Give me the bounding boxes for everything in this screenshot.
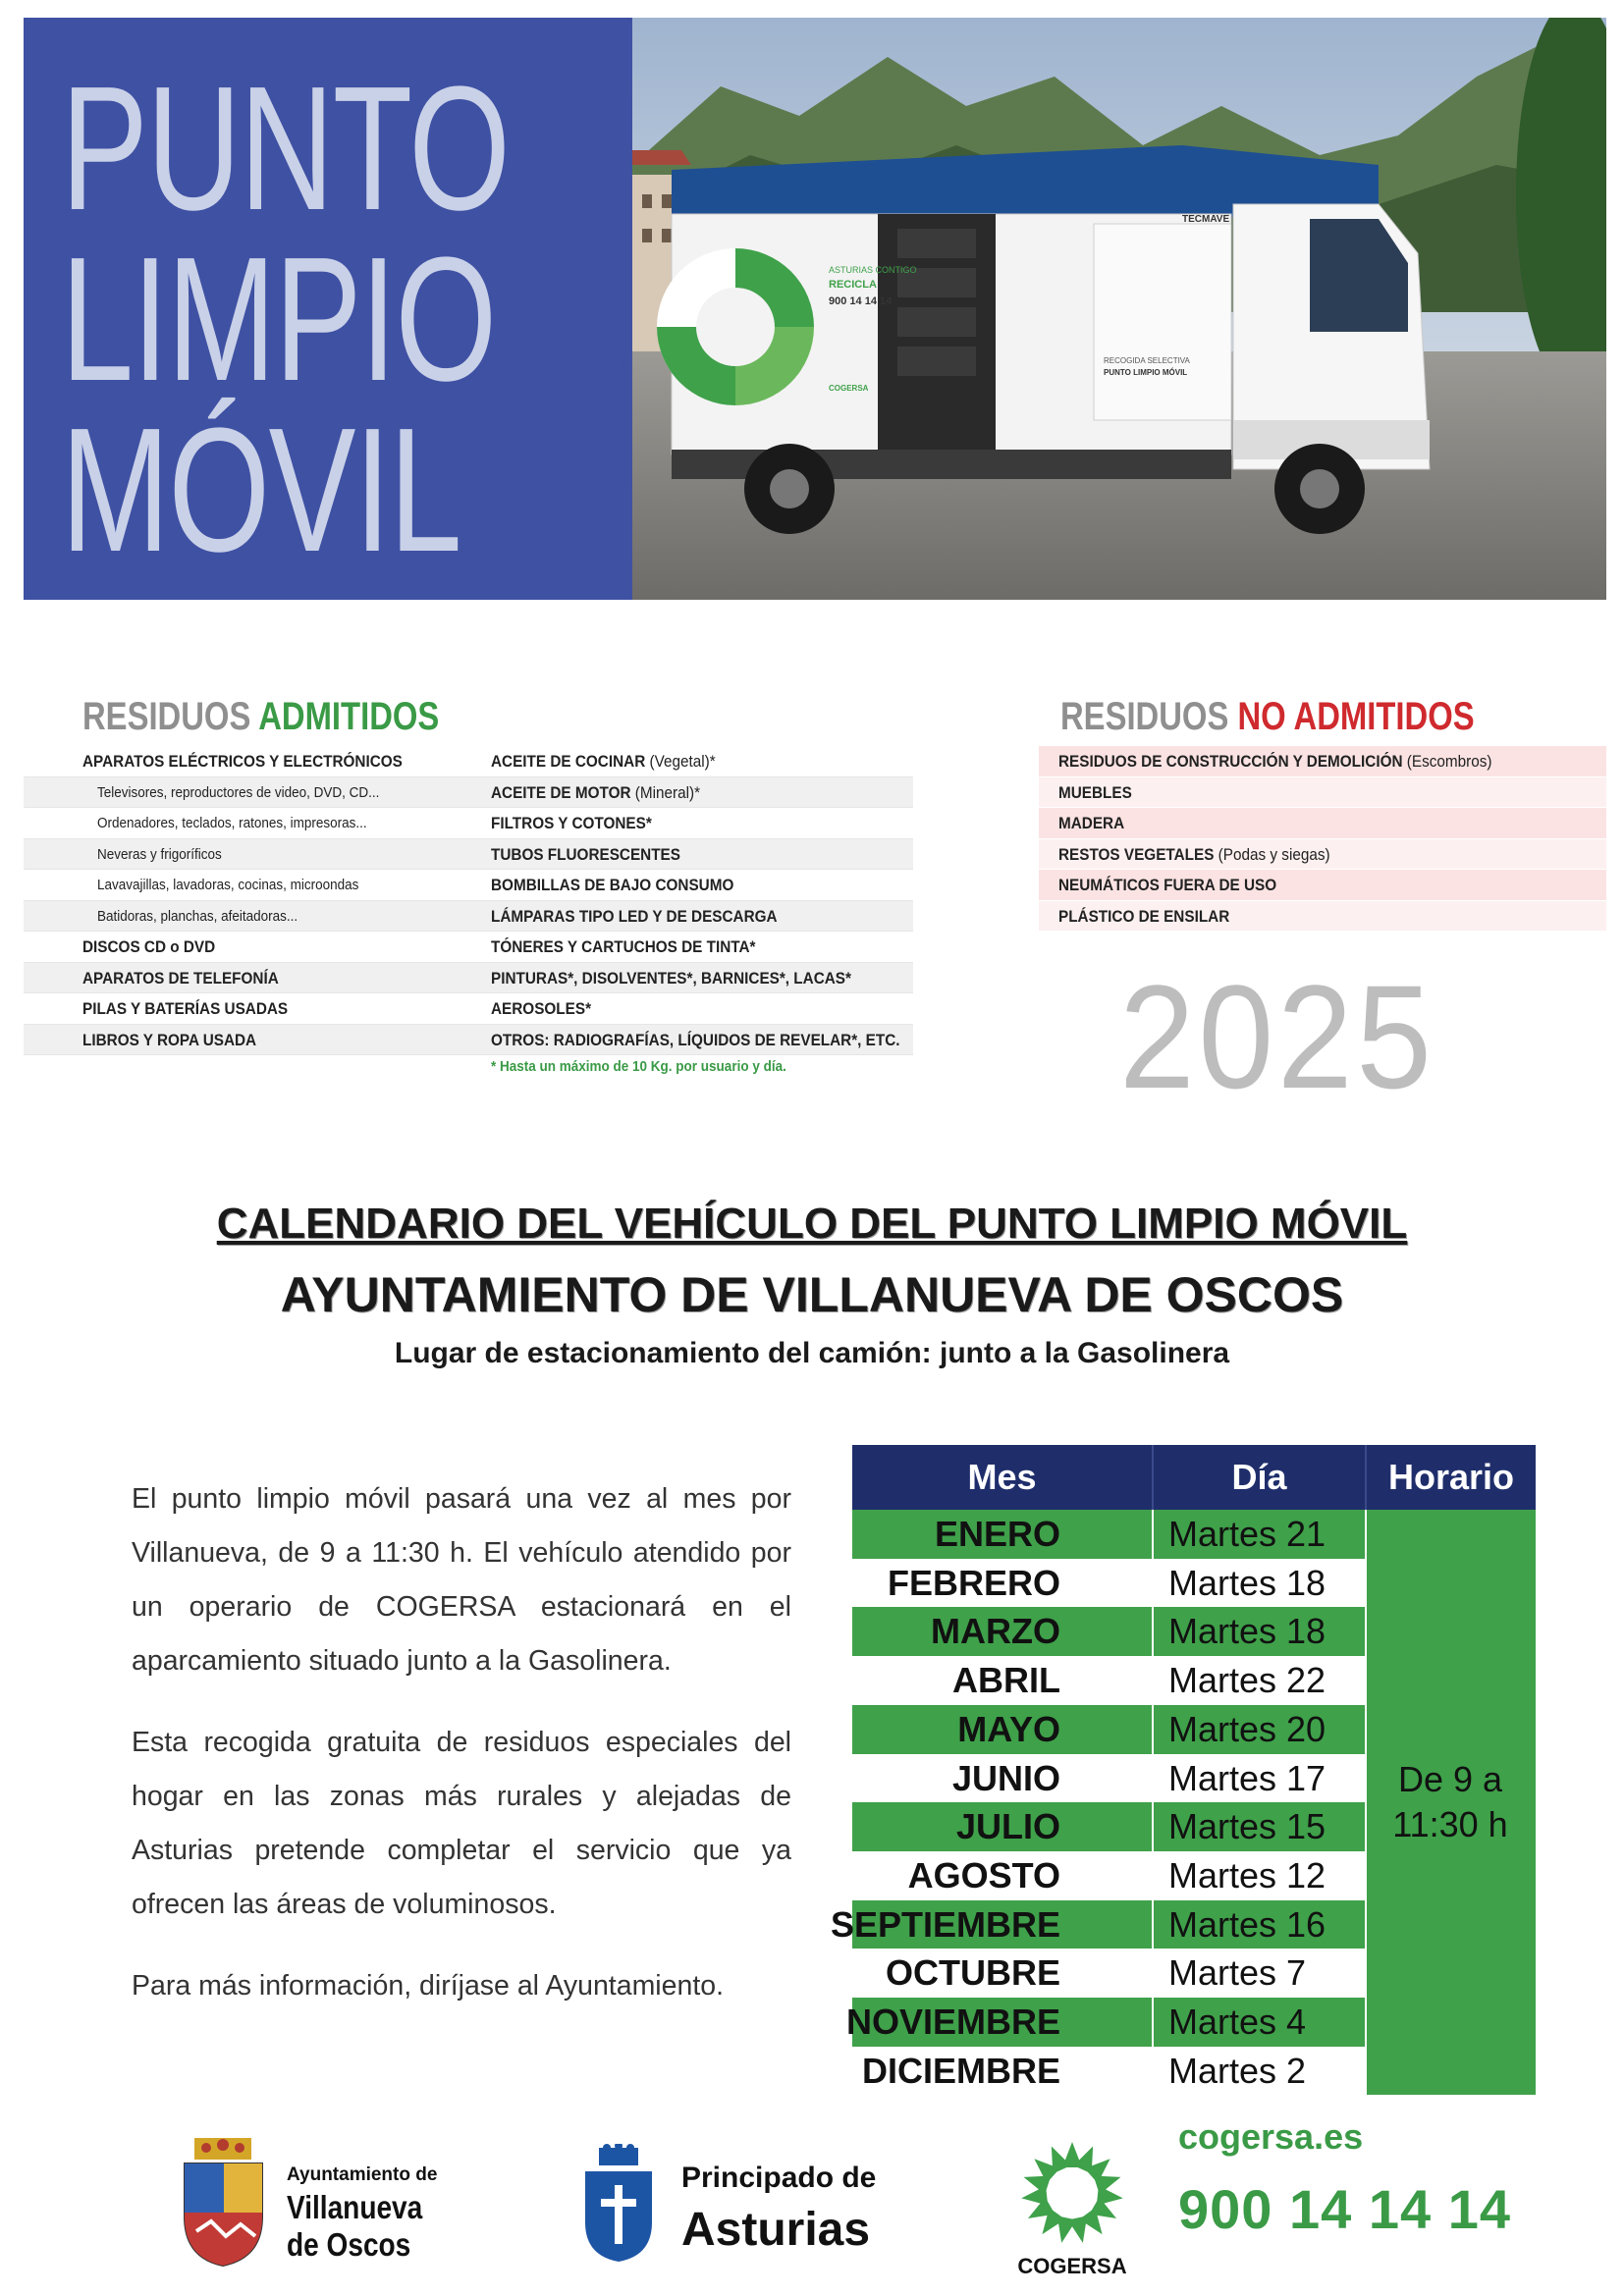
truck-photo <box>632 18 1606 600</box>
schedule-day: Martes 4 <box>1168 2002 1307 2042</box>
schedule-header <box>852 1445 1536 1510</box>
admitidos-heading-grey: RESIDUOS <box>82 695 251 738</box>
svg-text:PUNTO LIMPIO MÓVIL: PUNTO LIMPIO MÓVIL <box>1104 368 1188 377</box>
no-admitidos-row <box>1039 901 1606 933</box>
schedule-day: Martes 17 <box>1168 1757 1326 1798</box>
svg-text:RECICLA: RECICLA <box>829 279 877 291</box>
no-admitidos-item <box>1058 845 1330 865</box>
no-admitidos-row <box>1039 777 1606 809</box>
ayuntamiento-line-2: Villanueva <box>287 2189 423 2225</box>
admitidos-left-item: DISCOS CD o DVD <box>82 937 216 956</box>
schedule-row <box>852 1656 1365 1705</box>
schedule-day: Martes 21 <box>1168 1514 1326 1554</box>
admitidos-right-item: TUBOS FLUORESCENTES <box>491 844 680 864</box>
hero-title-line-2: LIMPIO <box>61 221 496 418</box>
schedule-day: Martes 22 <box>1168 1660 1326 1701</box>
cogersa-label: COGERSA <box>1017 2254 1127 2278</box>
admitidos-heading-color: ADMITIDOS <box>258 695 440 738</box>
schedule-row <box>852 2047 1365 2096</box>
schedule-month: MARZO <box>931 1611 1060 1652</box>
admitidos-right-note: (Vegetal)* <box>645 752 716 771</box>
schedule-table <box>830 1445 1536 2095</box>
admitidos-table <box>24 746 913 1055</box>
schedule-month: JUNIO <box>951 1757 1060 1798</box>
admitidos-right-item: FILTROS Y COTONES* <box>491 814 652 832</box>
schedule-row <box>852 1607 1365 1656</box>
admitidos-left-item: Televisores, reproductores de video, DVD, CD... <box>97 783 380 801</box>
villanueva-coat-of-arms-icon <box>177 2138 270 2268</box>
header-mes: Mes <box>967 1457 1037 1497</box>
no-admitidos-item <box>1058 752 1491 772</box>
schedule-row <box>852 1802 1365 1851</box>
schedule-month: FEBRERO <box>887 1562 1060 1603</box>
cogersa-logo-icon <box>1017 2138 1127 2248</box>
hero-title-line-3: MÓVIL <box>61 392 461 589</box>
schedule-row <box>852 1851 1365 1900</box>
admitidos-row <box>24 808 913 839</box>
admitidos-row <box>24 870 913 901</box>
admitidos-heading <box>82 695 439 739</box>
schedule-row <box>830 1900 1365 1949</box>
admitidos-row <box>24 993 913 1025</box>
hero-title-line-1: PUNTO <box>61 50 510 247</box>
admitidos-right-item: LÁMPARAS TIPO LED Y DE DESCARGA <box>491 906 778 926</box>
hero-banner <box>24 18 1606 600</box>
header-dia: Día <box>1231 1457 1287 1497</box>
parking-location-subtitle: Lugar de estacionamiento del camión: junto a la Gasolinera <box>394 1337 1230 1369</box>
no-admitidos-row <box>1039 808 1606 839</box>
schedule-month: NOVIEMBRE <box>845 2002 1060 2042</box>
admitidos-row <box>24 901 913 933</box>
cogersa-website[interactable]: cogersa.es <box>1178 2116 1364 2157</box>
admitidos-right-item: PINTURAS*, DISOLVENTES*, BARNICES*, LACAS* <box>491 968 851 988</box>
admitidos-row <box>24 777 913 809</box>
admitidos-row <box>24 932 913 963</box>
schedule-day: Martes 18 <box>1168 1611 1326 1652</box>
admitidos-left-item: APARATOS DE TELEFONÍA <box>82 968 279 988</box>
schedule-month: MAYO <box>957 1708 1060 1749</box>
asturias-coat-of-arms-icon <box>581 2144 656 2264</box>
no-admitidos-row <box>1039 839 1606 871</box>
admitidos-left-item: Neveras y frigoríficos <box>97 845 222 863</box>
schedule-row <box>852 1949 1365 1998</box>
hero-title-panel <box>24 18 642 600</box>
no-admitidos-item-note: (Escombros) <box>1402 752 1492 771</box>
body-text <box>132 1472 791 2041</box>
admitidos-row <box>24 1025 913 1056</box>
admitidos-row <box>24 746 913 777</box>
no-admitidos-item-text: RESIDUOS DE CONSTRUCCIÓN Y DEMOLICIÓN <box>1058 752 1403 771</box>
schedule-row <box>845 1998 1365 2047</box>
schedule-day: Martes 20 <box>1168 1708 1326 1749</box>
schedule-body <box>830 1510 1536 2095</box>
admitidos-left-item: LIBROS Y ROPA USADA <box>82 1030 257 1049</box>
no-admitidos-item: MUEBLES <box>1058 782 1132 802</box>
no-admitidos-row <box>1039 746 1606 777</box>
schedule-day: Martes 15 <box>1168 1806 1326 1847</box>
no-admitidos-table <box>1039 746 1606 932</box>
schedule-row <box>852 1510 1365 1559</box>
schedule-month: DICIEMBRE <box>861 2050 1060 2091</box>
admitidos-right-item: BOMBILLAS DE BAJO CONSUMO <box>491 876 734 894</box>
column-divider <box>1152 1510 1154 2095</box>
schedule-month: ENERO <box>934 1514 1060 1554</box>
admitidos-left-item: Batidoras, planchas, afeitadoras... <box>97 907 298 925</box>
no-admitidos-item-text: RESTOS VEGETALES <box>1058 844 1215 864</box>
calendar-title: CALENDARIO DEL VEHÍCULO DEL PUNTO LIMPIO MÓVIL <box>216 1200 1408 1248</box>
admitidos-left-item: APARATOS ELÉCTRICOS Y ELECTRÓNICOS <box>82 752 403 771</box>
admitidos-right-item: TÓNERES Y CARTUCHOS DE TINTA* <box>491 937 756 956</box>
admitidos-left-item: Lavavajillas, lavadoras, cocinas, microondas <box>97 877 359 893</box>
no-admitidos-heading-color: NO ADMITIDOS <box>1237 695 1475 738</box>
schedule-day: Martes 7 <box>1168 1952 1307 1994</box>
header-horario: Horario <box>1387 1457 1515 1497</box>
schedule-horario: De 9 a 11:30 h <box>1392 1759 1508 1844</box>
admitidos-right-item <box>491 783 700 803</box>
schedule-day: Martes 12 <box>1168 1854 1326 1896</box>
admitidos-right-item <box>491 752 716 772</box>
svg-text:ASTURIAS CONTIGO: ASTURIAS CONTIGO <box>829 265 917 275</box>
no-admitidos-item-note: (Podas y siegas) <box>1214 844 1330 864</box>
admitidos-left-item: PILAS Y BATERÍAS USADAS <box>82 999 289 1018</box>
admitidos-right-item: OTROS: RADIOGRAFÍAS, LÍQUIDOS DE REVELAR*, ETC. <box>491 1030 900 1049</box>
no-admitidos-heading <box>1060 695 1475 739</box>
admitidos-right-item: AEROSOLES* <box>491 999 592 1018</box>
schedule-month: AGOSTO <box>907 1854 1060 1896</box>
svg-text:COGERSA: COGERSA <box>829 384 869 393</box>
body-paragraph-3: Para más información, diríjase al Ayuntamiento. <box>132 1970 725 2002</box>
schedule-month: ABRIL <box>952 1660 1060 1701</box>
body-paragraph-2: Esta recogida gratuita de residuos especiales del hogar en las zonas más rurales y alejadas de Asturias pretende completar el servicio que ya ofrecen las áreas de voluminosos. <box>132 1727 791 1920</box>
schedule-day: Martes 18 <box>1168 1562 1326 1603</box>
schedule-month: SEPTIEMBRE <box>830 1903 1060 1945</box>
admitidos-row <box>24 963 913 994</box>
principado-line-1: Principado de <box>681 2162 877 2194</box>
no-admitidos-heading-grey: RESIDUOS <box>1060 695 1229 738</box>
admitidos-right-text: ACEITE DE MOTOR <box>491 782 631 802</box>
year-label: 2025 <box>1119 954 1435 1119</box>
admitidos-footnote: * Hasta un máximo de 10 Kg. por usuario y día. <box>491 1058 786 1075</box>
admitidos-left-item: Ordenadores, teclados, ratones, impresoras... <box>97 815 367 831</box>
admitidos-right-text: ACEITE DE COCINAR <box>491 752 646 771</box>
schedule-month: OCTUBRE <box>886 1952 1060 1994</box>
schedule-row <box>852 1754 1365 1803</box>
schedule-month: JULIO <box>955 1806 1060 1847</box>
ayuntamiento-line-1: Ayuntamiento de <box>287 2164 438 2185</box>
schedule-day: Martes 16 <box>1168 1903 1326 1945</box>
cogersa-phone[interactable]: 900 14 14 14 <box>1178 2178 1511 2240</box>
no-admitidos-item: NEUMÁTICOS FUERA DE USO <box>1058 876 1277 894</box>
svg-text:900 14 14 14: 900 14 14 14 <box>829 295 893 307</box>
svg-text:RECOGIDA SELECTIVA: RECOGIDA SELECTIVA <box>1104 356 1190 365</box>
svg-text:TECMAVE: TECMAVE <box>1182 214 1230 225</box>
schedule-row <box>852 1705 1365 1754</box>
admitidos-right-note: (Mineral)* <box>630 782 701 802</box>
admitidos-row <box>24 839 913 871</box>
no-admitidos-item: MADERA <box>1058 814 1125 832</box>
no-admitidos-row <box>1039 870 1606 901</box>
no-admitidos-item: PLÁSTICO DE ENSILAR <box>1058 906 1230 926</box>
ayuntamiento-line-3: de Oscos <box>287 2226 411 2263</box>
schedule-row <box>852 1559 1365 1608</box>
municipality-title: AYUNTAMIENTO DE VILLANUEVA DE OSCOS <box>280 1267 1344 1322</box>
body-paragraph-1: El punto limpio móvil pasará una vez al mes por Villanueva, de 9 a 11:30 h. El vehículo atendido por un operario de COGERSA estacionará en el aparcamiento situado junto a la Gasolinera. <box>132 1483 791 1677</box>
principado-line-2: Asturias <box>681 2204 871 2256</box>
schedule-day: Martes 2 <box>1168 2050 1307 2091</box>
